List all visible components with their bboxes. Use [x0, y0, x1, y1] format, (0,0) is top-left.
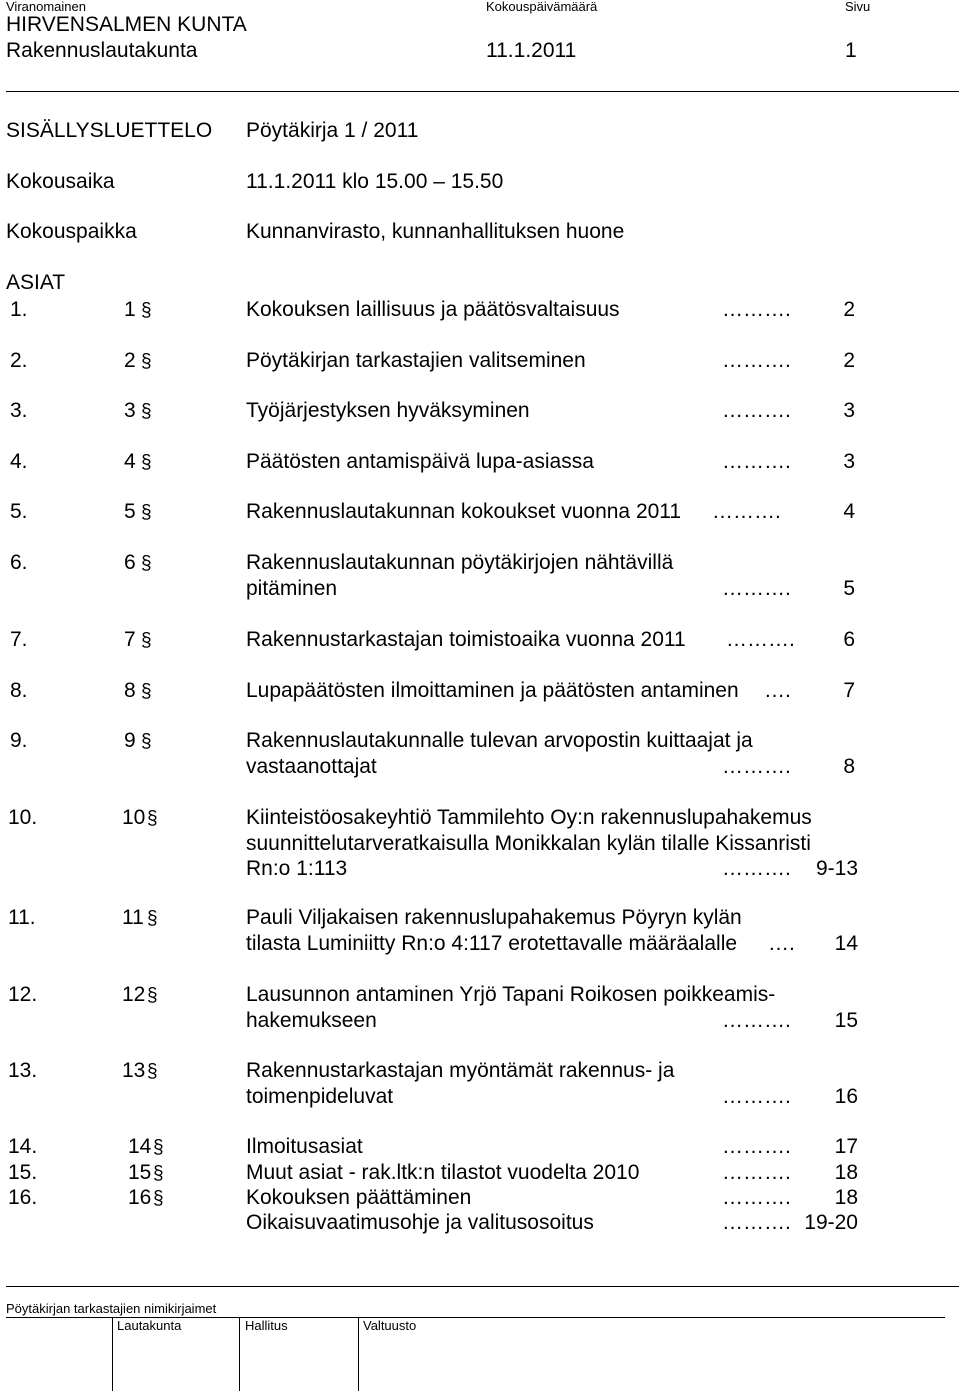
entry-title: Työjärjestyksen hyväksyminen: [246, 399, 530, 422]
entry-number: 12.: [8, 983, 38, 1006]
dot-leader: ……….: [722, 399, 791, 422]
dot-leader: ……….: [722, 1084, 791, 1108]
entry-page-number: 5: [843, 576, 855, 600]
entry-number: 2.: [10, 349, 28, 372]
entry-title: Rakennustarkastajan toimistoaika vuonna 2011: [246, 628, 686, 651]
entry-page-number: 7: [843, 679, 855, 702]
section-sign: §: [141, 401, 152, 422]
items-label: ASIAT: [6, 271, 66, 294]
dot-leader: ……….: [722, 450, 791, 473]
entry-number: 14.: [8, 1135, 38, 1158]
entry-number: 3.: [10, 399, 28, 422]
entry-section-number: 16: [128, 1186, 152, 1209]
entry-section-number: 15: [128, 1161, 152, 1184]
entry-title: Muut asiat - rak.ltk:n tilastot vuodelta 2010: [246, 1161, 640, 1184]
header-label-official: Viranomainen: [6, 0, 86, 14]
entry-section-number: 13: [122, 1059, 146, 1082]
entry-section-number: 10: [122, 806, 146, 829]
entry-section-number: 3: [124, 399, 136, 422]
entry-section-number: 1: [124, 298, 136, 321]
entry-title: Lupapäätösten ilmoittaminen ja päätösten antaminen: [246, 679, 739, 702]
entry-page-number: 18: [834, 1161, 858, 1184]
section-sign: §: [147, 908, 158, 929]
dot-leader: ……….: [722, 1211, 791, 1234]
section-sign: §: [141, 553, 152, 574]
entry-title: tilasta Luminiitty Rn:o 4:117 erotettavalle määräalalle: [246, 931, 738, 955]
entry-title: Lausunnon antaminen Yrjö Tapani Roikosen poikkeamis-: [246, 983, 776, 1006]
section-sign: §: [141, 351, 152, 372]
entry-page-number: 8: [843, 754, 855, 778]
entry-section-number: 9: [124, 729, 136, 752]
footer-column-divider: [239, 1317, 240, 1391]
header-municipality: HIRVENSALMEN KUNTA: [6, 13, 247, 36]
entry-number: 16.: [8, 1186, 38, 1209]
dot-leader: ……….: [722, 349, 791, 372]
dot-leader: ……….: [722, 298, 791, 321]
dot-leader: ……….: [722, 754, 791, 778]
header-label-page: Sivu: [845, 0, 871, 14]
header-board: Rakennuslautakunta: [6, 39, 198, 62]
entry-title: Rakennustarkastajan myöntämät rakennus- ja: [246, 1059, 675, 1082]
meeting-time-label: Kokousaika: [6, 170, 115, 193]
entry-title: Rakennuslautakunnalle tulevan arvopostin kuittaajat ja: [246, 729, 753, 752]
entry-title: Rakennuslautakunnan kokoukset vuonna 2011: [246, 500, 682, 523]
section-sign: §: [153, 1163, 164, 1184]
toc-label: SISÄLLYSLUETTELO: [6, 119, 213, 142]
footer-col-government: Hallitus: [245, 1318, 288, 1333]
entry-title: Kokouksen laillisuus ja päätösvaltaisuus: [246, 298, 620, 321]
signatures-label: Pöytäkirjan tarkastajien nimikirjaimet: [6, 1301, 217, 1316]
footer-col-council: Valtuusto: [363, 1318, 417, 1333]
meeting-place-label: Kokouspaikka: [6, 220, 137, 243]
entry-number: 5.: [10, 500, 28, 523]
entry-number: 8.: [10, 679, 28, 702]
section-sign: §: [153, 1137, 164, 1158]
entry-section-number: 6: [124, 551, 136, 574]
footer-col-board: Lautakunta: [117, 1318, 182, 1333]
section-sign: §: [141, 630, 152, 651]
entry-number: 11.: [8, 906, 36, 929]
section-sign: §: [147, 985, 158, 1006]
entry-section-number: 14: [128, 1135, 152, 1158]
dot-leader: ……….: [722, 1161, 791, 1184]
entry-page-number: 6: [843, 628, 855, 651]
entry-page-number: 17: [834, 1135, 858, 1158]
dot-leader: ……….: [722, 576, 791, 600]
entry-number: 4.: [10, 450, 28, 473]
entry-number: 9.: [10, 729, 28, 752]
entry-title: pitäminen: [246, 576, 338, 600]
entry-title: toimenpideluvat: [246, 1084, 394, 1108]
dot-leader: ….: [768, 931, 795, 955]
section-sign: §: [153, 1188, 164, 1209]
entry-page-number: 4: [843, 500, 855, 523]
entry-section-number: 8: [124, 679, 136, 702]
dot-leader: ……….: [722, 857, 791, 880]
entry-page-number: 3: [843, 399, 855, 422]
entry-section-number: 5: [124, 500, 136, 523]
entry-section-number: 12: [122, 983, 146, 1006]
entry-title: Ilmoitusasiat: [246, 1135, 363, 1158]
footer-column-divider: [358, 1317, 359, 1391]
entry-title: Päätösten antamispäivä lupa-asiassa: [246, 450, 594, 473]
entry-number: 10.: [8, 806, 38, 829]
entry-page-number: 2: [843, 349, 855, 372]
entry-title: Pauli Viljakaisen rakennuslupahakemus Pöyryn kylän: [246, 906, 742, 929]
entry-page-number: 2: [843, 298, 855, 321]
entry-title: Rn:o 1:113: [246, 857, 348, 880]
entry-number: 13.: [8, 1059, 38, 1082]
dot-leader: ……….: [722, 1186, 791, 1209]
entry-title: Kiinteistöosakeyhtiö Tammilehto Oy:n rakennuslupahakemus: [246, 806, 812, 829]
minutes-number: Pöytäkirja 1 / 2011: [246, 119, 419, 142]
header-date: 11.1.2011: [486, 39, 577, 62]
entry-title: suunnittelutarveratkaisulla Monikkalan kylän tilalle Kissanristi: [246, 831, 811, 855]
section-sign: §: [141, 452, 152, 473]
entry-page-number: 3: [843, 450, 855, 473]
entry-page-number: 14: [834, 931, 858, 955]
entry-number: 15.: [8, 1161, 38, 1184]
footer-divider-top: [6, 1286, 959, 1287]
entry-page-number: 19-20: [804, 1211, 858, 1234]
dot-leader: ….: [764, 679, 791, 702]
section-sign: §: [147, 1061, 158, 1082]
entry-number: 7.: [10, 628, 28, 651]
entry-page-number: 16: [834, 1084, 858, 1108]
header-label-date: Kokouspäivämäärä: [486, 0, 598, 14]
header-page-number: 1: [845, 39, 857, 62]
meeting-place-value: Kunnanvirasto, kunnanhallituksen huone: [246, 220, 625, 243]
footer-column-divider: [112, 1317, 113, 1391]
entry-title: Rakennuslautakunnan pöytäkirjojen nähtävillä: [246, 551, 674, 574]
entry-section-number: 2: [124, 349, 136, 372]
entry-page-number: 18: [834, 1186, 858, 1209]
entry-title: vastaanottajat: [246, 754, 377, 778]
entry-section-number: 7: [124, 628, 136, 651]
section-sign: §: [141, 300, 152, 321]
section-sign: §: [141, 502, 152, 523]
entry-title: Pöytäkirjan tarkastajien valitseminen: [246, 349, 586, 372]
meeting-time-value: 11.1.2011 klo 15.00 – 15.50: [246, 170, 504, 193]
entry-number: 1.: [10, 298, 28, 321]
entry-section-number: 4: [124, 450, 136, 473]
entry-title: hakemukseen: [246, 1008, 377, 1032]
dot-leader: ……….: [722, 1135, 791, 1158]
header-divider: [6, 91, 959, 92]
entry-number: 6.: [10, 551, 28, 574]
section-sign: §: [141, 681, 152, 702]
entry-page-number: 15: [834, 1008, 858, 1032]
section-sign: §: [147, 808, 158, 829]
entry-page-number: 9-13: [815, 857, 858, 880]
dot-leader: ……….: [722, 1008, 791, 1032]
entry-title: Kokouksen päättäminen: [246, 1186, 472, 1209]
dot-leader: ……….: [712, 500, 781, 523]
section-sign: §: [141, 731, 152, 752]
entry-title: Oikaisuvaatimusohje ja valitusosoitus: [246, 1211, 594, 1234]
entry-section-number: 11: [122, 906, 144, 929]
dot-leader: ……….: [726, 628, 795, 651]
